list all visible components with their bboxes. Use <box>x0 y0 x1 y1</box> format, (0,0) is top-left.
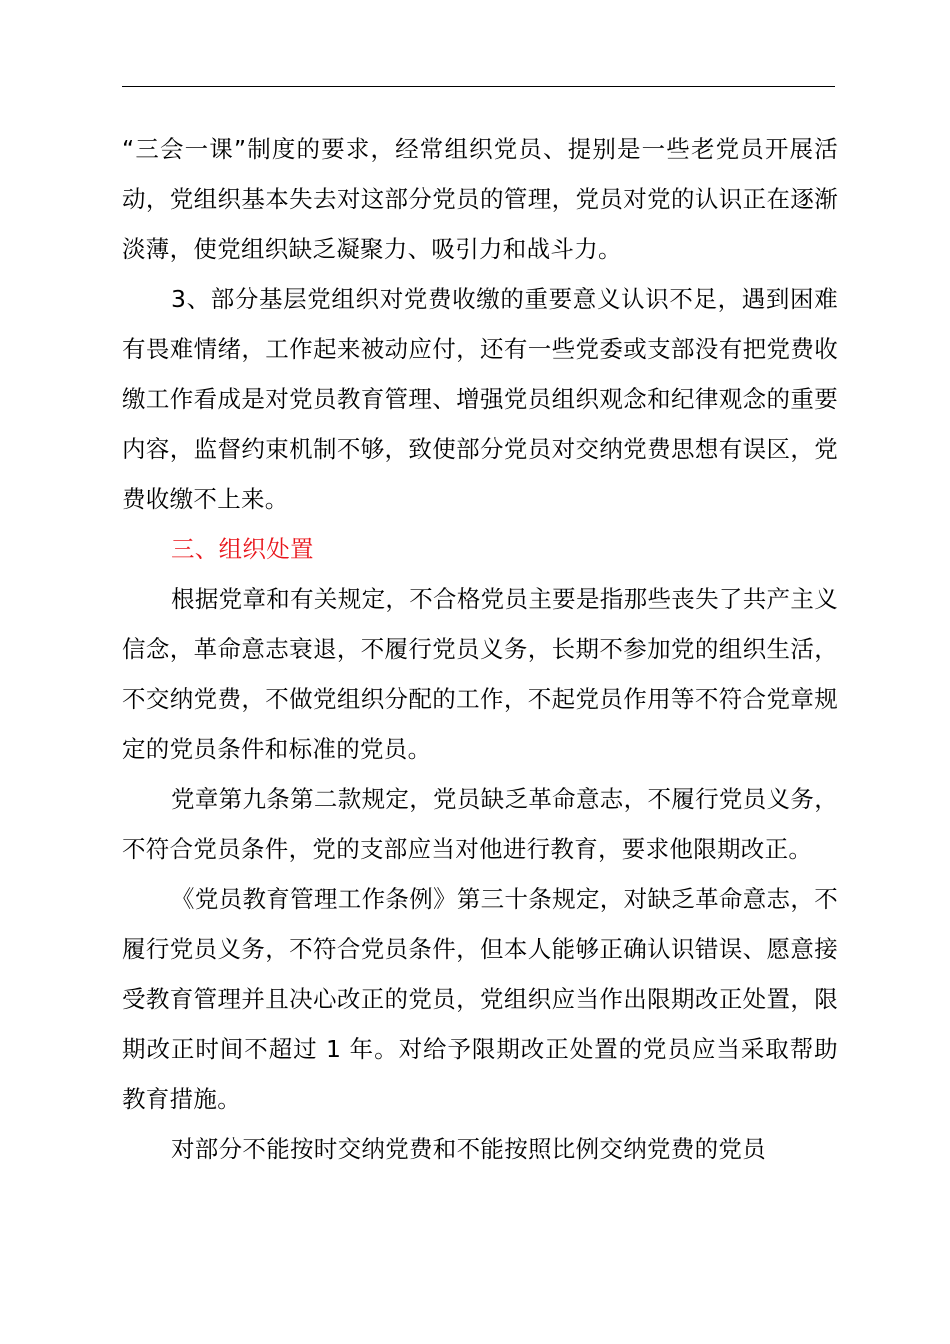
paragraph-party-constitution: 党章第九条第二款规定，党员缺乏革命意志，不履行党员义务，不符合党员条件，党的支部应当对他进行教育，要求他限期改正。 <box>122 785 838 863</box>
paragraph-definition: 根据党章和有关规定，不合格党员主要是指那些丧失了共产主义信念，革命意志衰退，不履行党员义务，长期不参加党的组织生活，不交纳党费，不做党组织分配的工作，不起党员作用等不符合党章规定的党员条件和标准的党员。 <box>122 585 838 763</box>
paragraph-dues: 对部分不能按时交纳党费和不能按照比例交纳党费的党员 <box>171 1135 766 1163</box>
paragraph-point-3: 3、部分基层党组织对党费收缴的重要意义认识不足，遇到困难有畏难情绪，工作起来被动应付，还有一些党委或支部没有把党费收缴工作看成是对党员教育管理、增强党员组织观念和纪律观念的重要内容，监督约束机制不够，致使部分党员对交纳党费思想有误区，党费收缴不上来。 <box>122 285 838 513</box>
paragraph-regulation: 《党员教育管理工作条例》第三十条规定，对缺乏革命意志，不履行党员义务，不符合党员条件，但本人能够正确认识错误、愿意接受教育管理并且决心改正的党员，党组织应当作出限期改正处置，限期改正时间不超过 1 年。对给予限期改正处置的党员应当采取帮助教育措施。 <box>122 885 838 1113</box>
document-body <box>122 124 838 1174</box>
section-heading: 三、组织处置 <box>171 535 314 563</box>
header-rule <box>122 86 835 87</box>
paragraph-continuation: “三会一课”制度的要求，经常组织党员、提别是一些老党员开展活动，党组织基本失去对这部分党员的管理，党员对党的认识正在逐渐淡薄，使党组织缺乏凝聚力、吸引力和战斗力。 <box>122 135 838 263</box>
